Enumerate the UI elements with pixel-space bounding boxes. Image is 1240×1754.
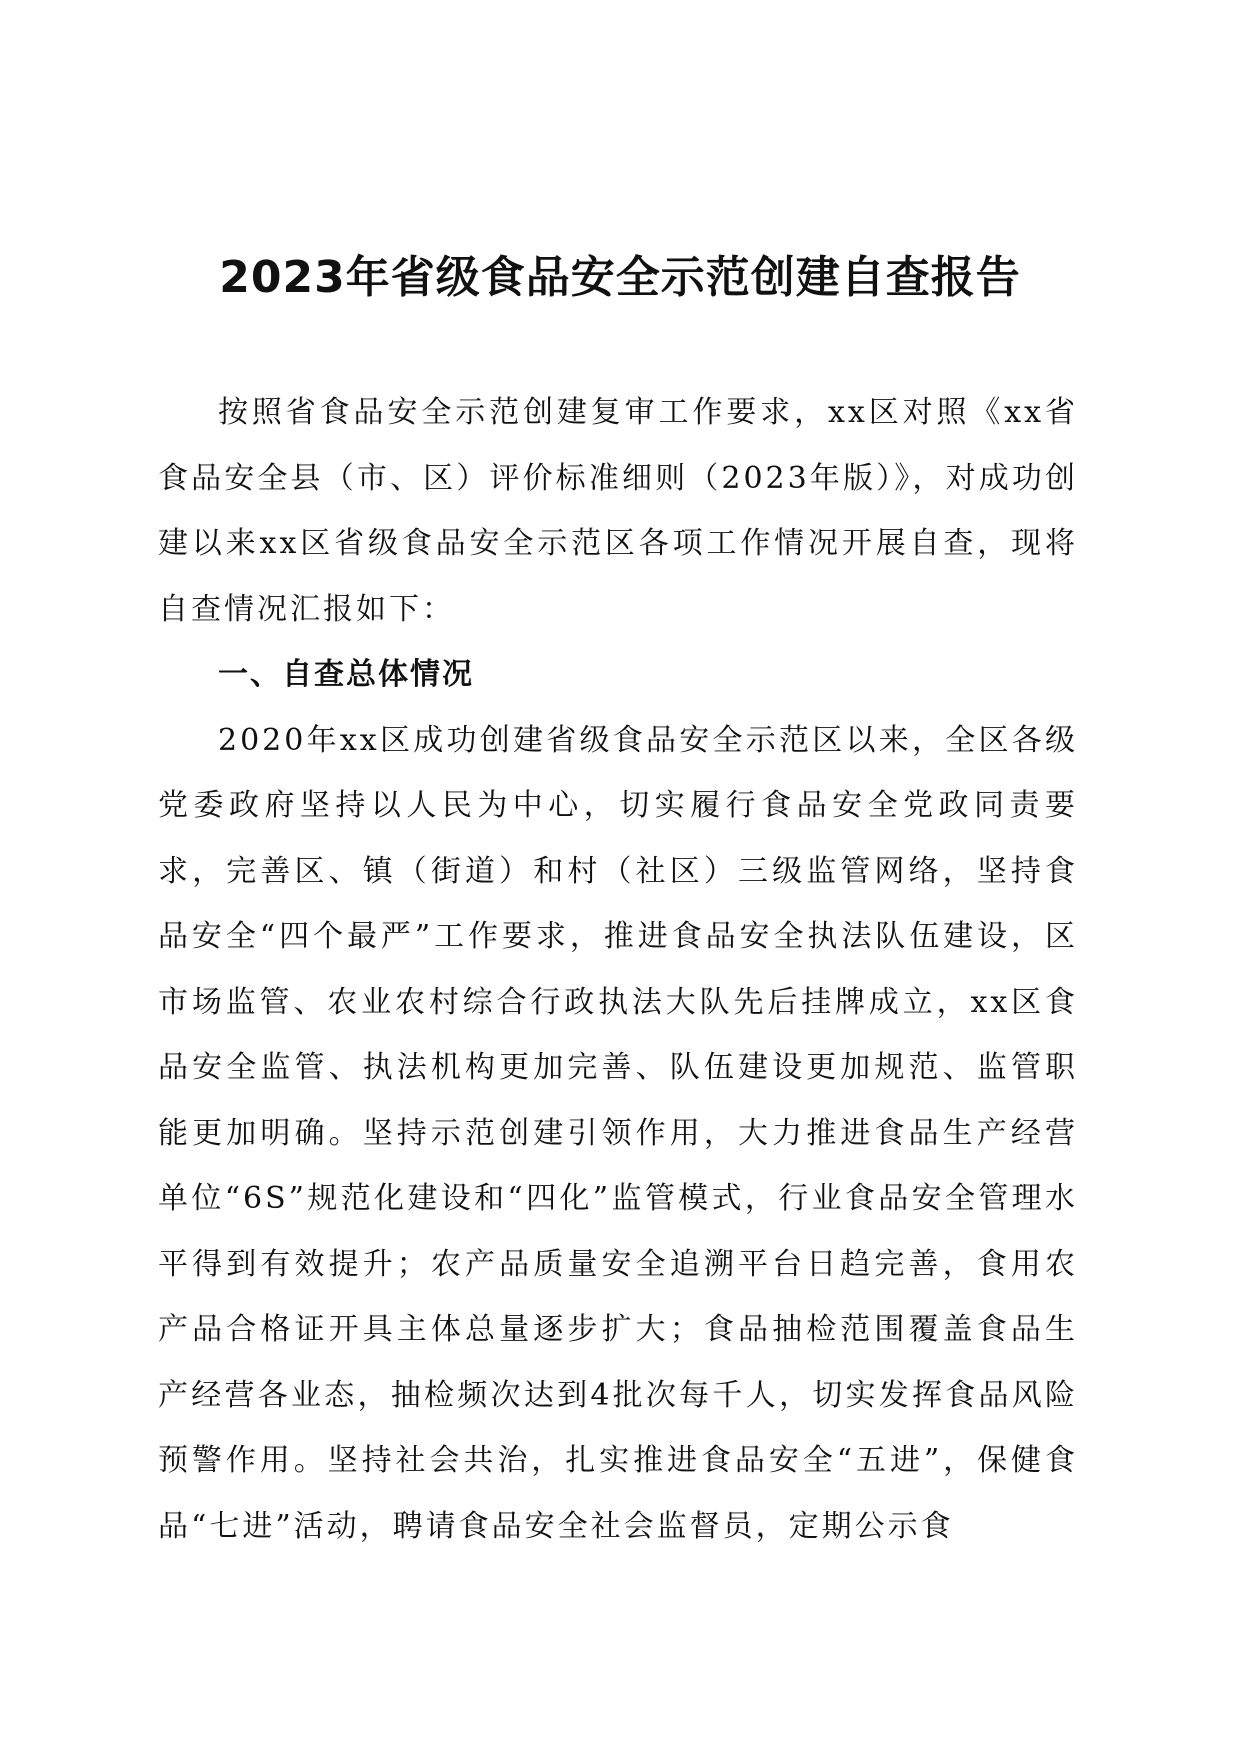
intro-paragraph: 按照省食品安全示范创建复审工作要求，xx区对照《xx省食品安全县（市、区）评价标准细则（2023年版）》，对成功创建以来xx区省级食品安全示范区各项工作情况开展自查，现将自查情况汇报如下： [158, 395, 1078, 627]
section-heading: 一、自查总体情况 [218, 657, 474, 692]
section-paragraph: 2020年xx区成功创建省级食品安全示范区以来，全区各级党委政府坚持以人民为中心，切实履行食品安全党政同责要求，完善区、镇（街道）和村（社区）三级监管网络，坚持食品安全“四个最严”工作要求，推进食品安全执法队伍建设，区市场监管、农业农村综合行政执法大队先后挂牌成立，xx区食品安全监管、执法机构更加完善、队伍建设更加规范、监管职能更加明确。坚持示范创建引领作用，大力推进食品生产经营单位“6S”规范化建设和“四化”监管模式，行业食品安全管理水平得到有效提升；农产品质量安全追溯平台日趋完善，食用农产品合格证开具主体总量逐步扩大；食品抽检范围覆盖食品生产经营各业态，抽检频次达到4批次每千人，切实发挥食品风险预警作用。坚持社会共治，扎实推进食品安全“五进”，保健食品“七进”活动，聘请食品安全社会监督员，定期公示食 [158, 722, 1078, 1544]
document-body [158, 380, 1078, 1559]
document-title: 2023年省级食品安全示范创建自查报告 [219, 252, 1021, 303]
